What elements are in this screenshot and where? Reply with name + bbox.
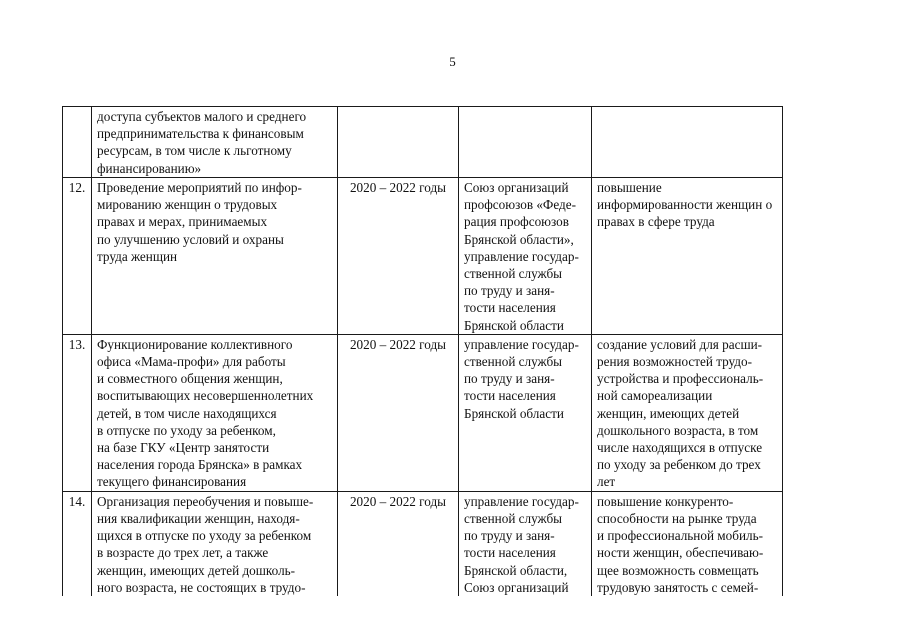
row-number: [63, 107, 92, 178]
measure-period: 2020 – 2022 годы: [338, 334, 459, 491]
measure-executor: управление государ- ственной службы по труду и заня- тости населения Брянской области, Союз организаций: [459, 491, 592, 596]
measure-result: повышение информированности женщин о правах в сфере труда: [592, 178, 783, 335]
row-number: 14.: [63, 491, 92, 596]
row-number: 13.: [63, 334, 92, 491]
table-row: [63, 178, 783, 335]
table-row: [63, 107, 783, 178]
measure-name: доступа субъектов малого и среднего предпринимательства к финансовым ресурсам, в том числе к льготному финансированию»: [92, 107, 338, 178]
measure-result: повышение конкуренто- способности на рынке труда и профессиональной мобиль- ности женщин, обеспечиваю- щее возможность совмещать трудовую занятость с семей-: [592, 491, 783, 596]
measure-period: [338, 107, 459, 178]
measure-result: [592, 107, 783, 178]
measure-name: Проведение мероприятий по инфор- мированию женщин о трудовых правах и мерах, принимаемых по улучшению условий и охраны труда женщин: [92, 178, 338, 335]
measure-period: 2020 – 2022 годы: [338, 178, 459, 335]
measure-period: 2020 – 2022 годы: [338, 491, 459, 596]
measure-name: Организация переобучения и повыше- ния квалификации женщин, находя- щихся в отпуске по уходу за ребенком в возрасте до трех лет, а также женщин, имеющих детей дошколь- ного возраста, не состоящих в трудо-: [92, 491, 338, 596]
row-number: 12.: [63, 178, 92, 335]
measure-name: Функционирование коллективного офиса «Мама-профи» для работы и совместного общения женщин, воспитывающих несовершеннолетних детей, в том числе находящихся в отпуске по уходу за ребенком, на базе ГКУ «Центр занятости населения города Брянска» в рамках текущего финансирования: [92, 334, 338, 491]
measures-table: [62, 106, 783, 596]
table-row: [63, 491, 783, 596]
measure-result: создание условий для расши- рения возможностей трудо- устройства и профессиональ- ной самореализации женщин, имеющих детей дошкольного возраста, в том числе находящихся в отпуске по уходу за ребенком до трех лет: [592, 334, 783, 491]
page-number: 5: [449, 54, 456, 69]
measure-executor: Союз организаций профсоюзов «Феде- рация профсоюзов Брянской области», управление государ- ственной службы по труду и заня- тости населения Брянской области: [459, 178, 592, 335]
measure-executor: управление государ- ственной службы по труду и заня- тости населения Брянской области: [459, 334, 592, 491]
measure-executor: [459, 107, 592, 178]
table-row: [63, 334, 783, 491]
